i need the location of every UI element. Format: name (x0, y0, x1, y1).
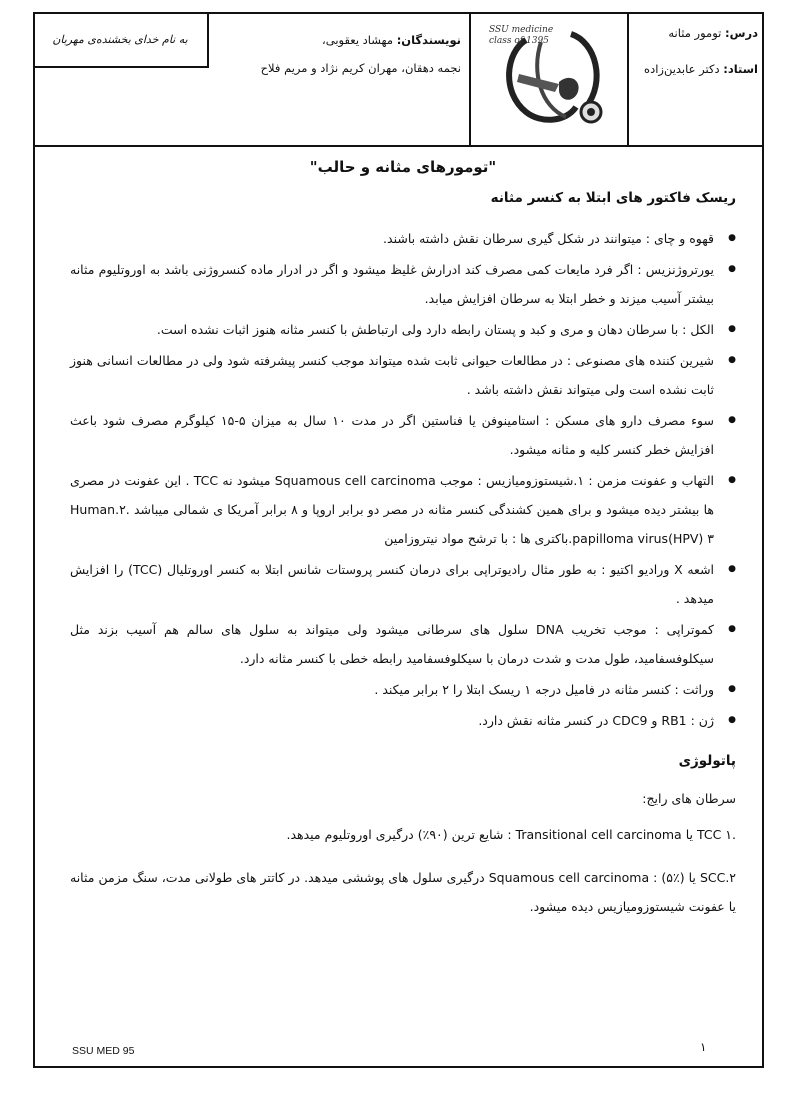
authors-names-1: مهشاد یعقوبی، (322, 33, 394, 47)
authors-line-2: نجمه دهقان، مهران کریم نژاد و مریم فلاح (260, 61, 461, 75)
risk-factors-heading: ریسک فاکتور های ابتلا به کنسر مثانه (490, 190, 736, 206)
main-content (70, 150, 736, 921)
authors-label: نویسندگان: (396, 33, 461, 47)
course-value: تومور مثانه (668, 26, 722, 40)
risk-factor-item: ● شیرین کننده های مصنوعی : در مطالعات حیوانی ثابت شده میتواند موجب کنسر پیشرفته شود ولی در مطالعات انسانی هنوز ثابت نشده است ولی میتواند نقش داشته باشد . (70, 346, 714, 404)
teacher-value: دکتر عابدین‌زاده (644, 62, 720, 76)
page-number: ۱ (700, 1040, 707, 1054)
pathology-heading: پاتولوژی (678, 753, 736, 769)
document-title: "تومورهای مثانه و حالب" (309, 158, 497, 176)
authors-line-1 (234, 26, 461, 54)
logo-text-1: SSU medicine (489, 25, 554, 35)
common-cancers-label: سرطان های رایج: (642, 791, 736, 806)
risk-factor-item: ● التهاب و عفونت مزمن : ۱.شیستوزومیازیس : موجب Squamous cell carcinoma میشود نه TCC . این عفونت در مصری ها بیشتر دیده میشود و برای همین کشندگی کنسر مثانه در مصر دو برابر اروپا و ۸ برابر آمریکا ی شمالی میباشد .۲.Human papilloma virus(HPV) ۳.باکتری ها : با ترشح مواد نیتروزامین (70, 466, 714, 553)
risk-factors-list (70, 224, 736, 735)
course-row (629, 26, 758, 40)
footer-label: SSU MED 95 (72, 1045, 135, 1057)
risk-factor-item: ● سوء مصرف دارو های مسکن : استامینوفن یا فناستین اگر در مدت ۱۰ سال به میزان ۵-۱۵ کیلوگرم مصرف شود باعث افزایش خطر کنسر کلیه و مثانه میشود. (70, 406, 714, 464)
risk-factor-item: ● کموتراپی : موجب تخریب DNA سلول های سرطانی میشود ولی میتواند به سلول های سالم هم آسیب بزند مثل سیکلوفسفامید، طول مدت و شدت درمان با سیکلوفسفامید رابطه خطی با کنسر مثانه دارد. (70, 615, 714, 673)
teacher-label: استاد: (723, 62, 758, 76)
document-header (33, 12, 764, 147)
teacher-row (629, 62, 758, 76)
risk-factor-item: ● اشعه X ورادیو اکتیو : به طور مثال رادیوتراپی برای درمان کنسر پروستات شانس ابتلا به کنسر اوروتلیال (TCC) را افزایش میدهد . (70, 555, 714, 613)
risk-factor-item: ● یورتروژنزیس : اگر فرد مایعات کمی مصرف کند ادرارش غلیظ میشود و اگر در ادرار ماده کنسروژنی باشد به اوروتلیوم مثانه بیشتر آسیب میزند و خطر ابتلا به سرطان افزایش میابد. (70, 255, 714, 313)
risk-factor-item: ● قهوه و چای : میتوانند در شکل گیری سرطان نقش داشته باشند. (70, 224, 714, 253)
class-logo (469, 12, 629, 145)
logo-text-2: class of 1395 (489, 36, 549, 46)
stethoscope-logo-icon (471, 12, 627, 145)
basmala: به نام خدای بخشنده‌ی مهربان (33, 12, 209, 68)
risk-factor-item: ● ژن : RB1 و CDC9 در کنسر مثانه نقش دارد. (70, 706, 714, 735)
risk-factor-item: ● وراثت : کنسر مثانه در فامیل درجه ۱ ریسک ابتلا را ۲ برابر میکند . (70, 675, 714, 704)
cancer-type-tcc: .۱ TCC یا Transitional cell carcinoma : شایع ترین (۹۰٪) درگیری اوروتلیوم میدهد. (286, 827, 736, 842)
course-info (629, 12, 764, 145)
course-label: درس: (725, 26, 758, 40)
risk-factor-item: ● الکل : با سرطان دهان و مری و کبد و پستان رابطه دارد ولی ارتباطش با کنسر مثانه هنوز اثبات نشده است. (70, 315, 714, 344)
cancer-type-scc: SCC.۲ یا Squamous cell carcinoma : (۵٪) درگیری سلول های پوششی میدهد. در کاتتر های طولانی مدت، سنگ مزمن مثانه یا عفونت شیستوزومیازیس دیده میشود. (70, 870, 737, 914)
authors-info (234, 12, 469, 145)
